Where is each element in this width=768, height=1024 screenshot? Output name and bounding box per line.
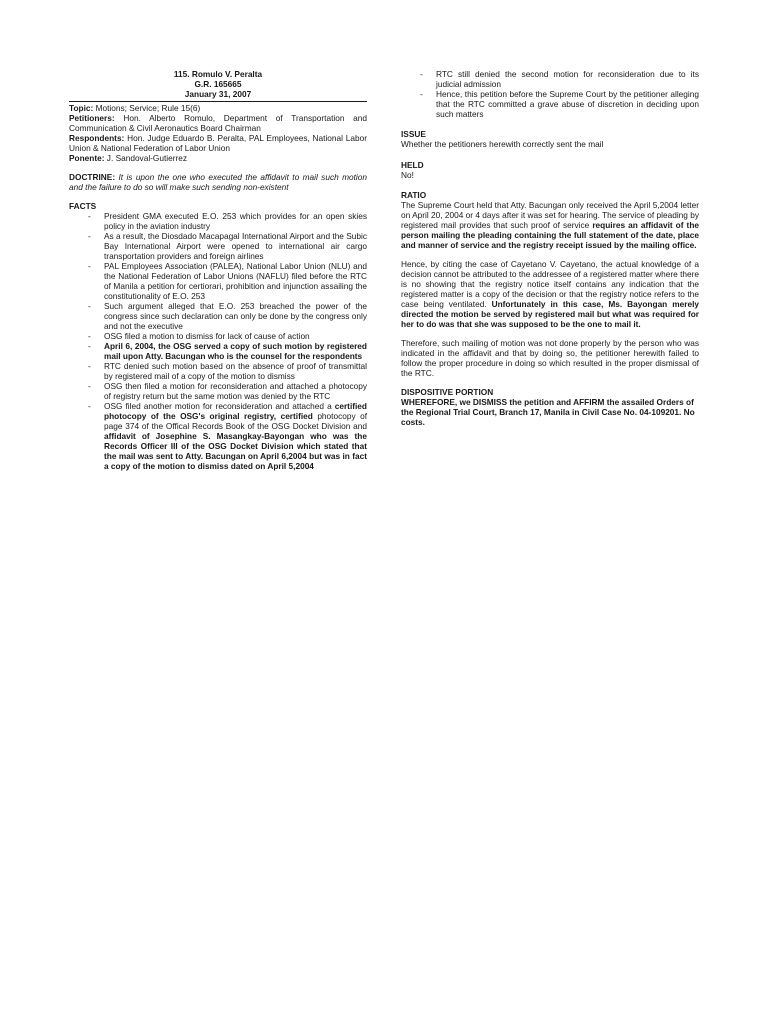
header-divider [69,101,367,102]
facts-item: - Hence, this petition before the Supreme Court by the petitioner alleging that the RTC committed a grave abuse of discretion in deciding upon such matters [401,89,699,119]
respondents-value: Hon. Judge Eduardo B. Peralta, PAL Employees, National Labor Union & National Federation of Labor Union [69,133,367,153]
ratio-bold-text: requires an affidavit of the person mailing the pleading containing the full statement of the date, place and manner of service and the registry receipt issued by the mailing office. [401,220,700,250]
ratio-paragraph [401,259,699,329]
facts-item-bold: April 6, 2004, the OSG served a copy of such motion by registered mail upon Atty. Bacungan who is the counsel for the respondents [104,341,367,361]
doctrine-label: DOCTRINE: [69,172,116,182]
ponente-line [69,153,367,163]
ponente-value: J. Sandoval-Gutierrez [104,153,188,163]
ratio-paragraph [401,200,699,250]
facts-item: - RTC still denied the second motion for reconsideration due to its judicial admission [401,69,699,89]
ponente-label: Ponente: [69,153,105,163]
topic-line [69,103,367,113]
petitioners-label: Petitioners: [69,113,115,123]
facts-item-text: OSG filed another motion for reconsideration and attached a [104,401,335,411]
facts-list [69,211,367,471]
ratio-text: Hence, by citing the case of Cayetano V. Cayetano, the actual knowledge of a decision cannot be attributed to the addressee of a registered matter where there is no showing that the registry notice itself contains any indication that the registered matter is a copy of the decision or that the registry notice refers to the case being ventilated. [401,259,699,309]
dispositive-text: WHEREFORE, we DISMISS the petition and AFFIRM the assailed Orders of the Regional Trial Court, Branch 17, Manila in Civil Case No. 04-109201. No costs. [401,397,695,427]
facts-item-bold: certified photocopy of the OSG's original registry, certified [104,401,367,421]
petitioners-value: Hon. Alberto Romulo, Department of Transportation and Communication & Civil Aeronautics Board Chairman [69,113,367,133]
facts-continued-list [401,69,699,119]
left-column [69,69,367,471]
issue-title: ISSUE [401,129,426,139]
facts-item-text: photocopy of page 374 of the Offical Records Book of the OSG Docket Division and [104,411,367,431]
facts-item: - OSG filed a motion to dismiss for lack of cause of action [69,331,367,341]
facts-item: - OSG then filed a motion for reconsideration and attached a photocopy of registry return but the same motion was denied by the RTC [69,381,367,401]
ratio-bold-text: Unfortunately in this case, Ms. Bayongan merely directed the motion be served by registered mail but what was required for her to do was that she was supposed to be the one to mail it. [401,299,699,329]
facts-item: - Such argument alleged that E.O. 253 breached the power of the congress since such declaration can only be done by the congress only and not the executive [69,301,367,331]
ratio-paragraph: Therefore, such mailing of motion was not done properly by the person who was indicated in the affidavit and that by doing so, the petitioner herewith failed to follow the proper procedure in doing so which resulted in the proper dismissal of the RTC. [401,338,699,378]
topic-value: Motions; Service; Rule 15(6) [93,103,201,113]
doctrine [69,172,367,192]
respondents-label: Respondents: [69,133,125,143]
ratio-text: The Supreme Court held that Atty. Bacungan only received the April 5,2004 letter on April 20, 2004 or 4 days after it was set for hearing. The service of pleading by registered mail provides that such proof of service [401,200,699,230]
case-info [69,103,367,163]
ratio-title: RATIO [401,190,427,200]
facts-item: - RTC denied such motion based on the absence of proof of transmittal by registered mail of a copy of the motion to dismiss [69,361,367,381]
facts-item: - PAL Employees Association (PALEA), National Labor Union (NLU) and the National Federation of Labor Unions (NAFLU) filed before the RTC of Manila a petition for certiorari, prohibition and injunction assailing the constitutionality of E.O. 253 [69,261,367,301]
topic-label: Topic: [69,103,94,113]
doctrine-text: It is upon the one who executed the affidavit to mail such motion and the failure to do so will make such sending non-existent [69,172,367,192]
issue-text: Whether the petitioners herewith correctly sent the mail [401,139,604,149]
case-gr-number: G.R. 165665 [194,79,242,89]
respondents-line [69,133,367,153]
facts-item [69,341,367,361]
held-title: HELD [401,160,424,170]
dispositive-title: DISPOSITIVE PORTION [401,387,494,397]
held-text: No! [401,170,414,180]
petitioners-line [69,113,367,133]
facts-item: - As a result, the Diosdado Macapagal International Airport and the Subic Bay International Airport were opened to international air cargo transportation providers and foreign airlines [69,231,367,261]
facts-item: - President GMA executed E.O. 253 which provides for an open skies policy in the aviation industry [69,211,367,231]
case-header [69,69,367,99]
case-date: January 31, 2007 [184,89,252,99]
facts-title: FACTS [69,201,97,211]
right-column [401,69,699,427]
facts-item-bold: affidavit of Josephine S. Masangkay-Bayongan who was the Records Officer III of the OSG Docket Division which stated that the mail was sent to Atty. Bacungan on April 6,2004 but was in fact a copy of the motion to dismiss dated on April 5,2004 [104,431,367,471]
case-title: 115. Romulo V. Peralta [173,69,263,79]
facts-item [69,401,367,471]
